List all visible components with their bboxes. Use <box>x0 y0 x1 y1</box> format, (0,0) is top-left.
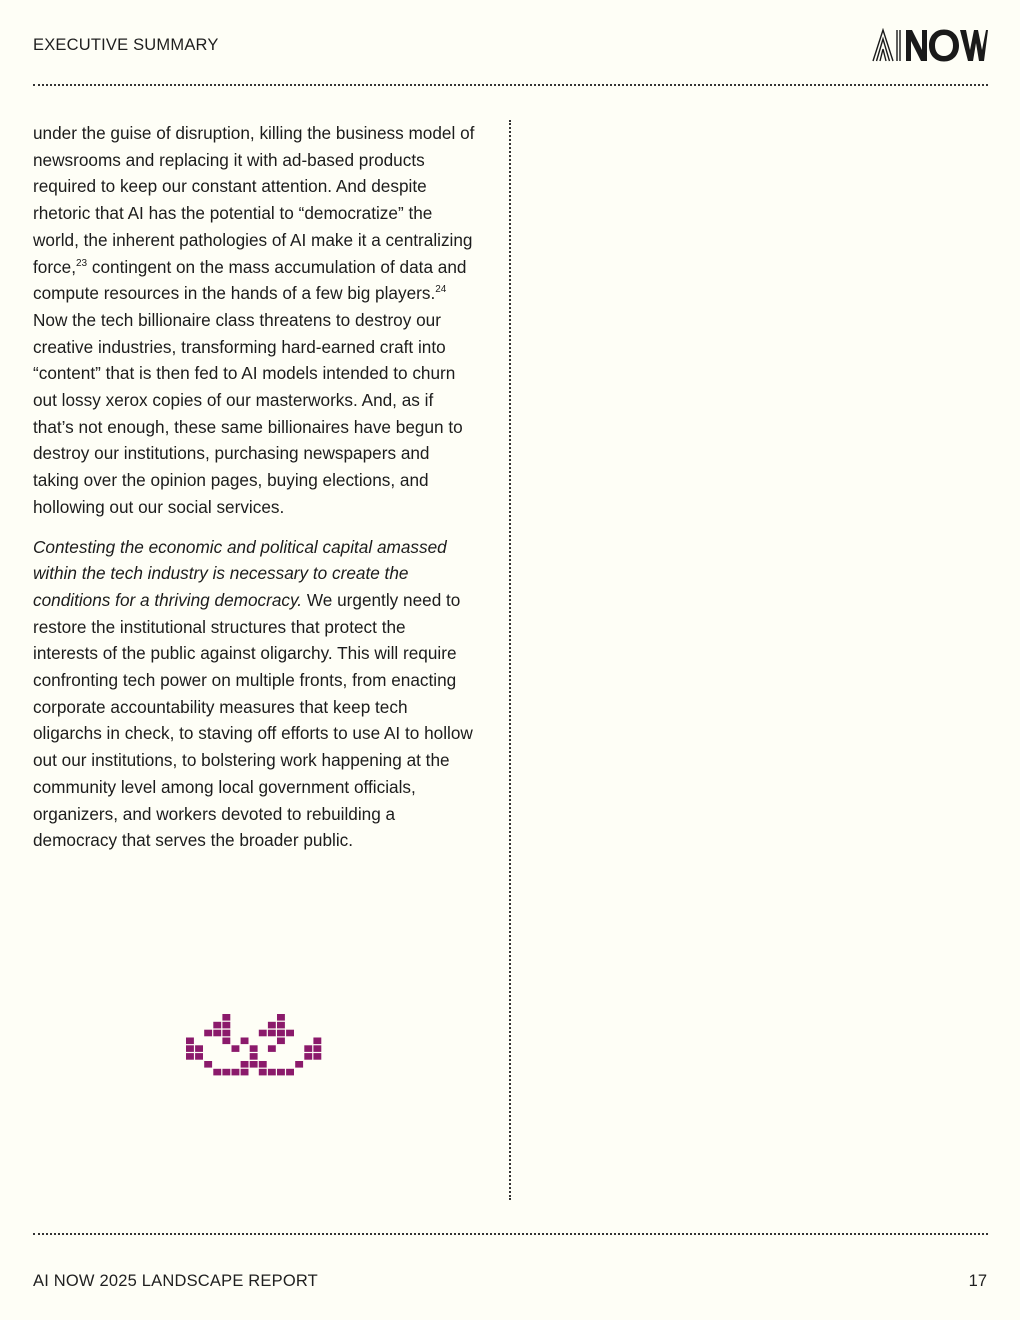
footer-divider <box>33 1233 988 1235</box>
paragraph-1-text-a: under the guise of disruption, killing the business model of newsrooms and replacing it with ad-based products required to keep our constant attention. And despite rhetoric that AI has the potential to “democratize” the world, the inherent pathologies of AI make it a centralizing force, <box>33 123 475 277</box>
pixel-cell <box>195 1045 203 1052</box>
pixel-cell <box>268 1045 276 1052</box>
paragraph-2 <box>33 534 475 854</box>
pixel-art-crown-icon <box>186 1014 323 1078</box>
paragraph-1 <box>33 120 475 521</box>
pixel-cell <box>277 1038 285 1045</box>
paragraph-2-text: We urgently need to restore the institutional structures that protect the interests of the public against oligarchy. This will require confronting tech power on multiple fronts, from enacting corporate accountability measures that keep tech oligarchs in check, to staving off efforts to use AI to hollow out our institutions, to bolstering work happening at the community level among local government officials, organizers, and workers devoted to rebuilding a democracy that serves the broader public. <box>33 589 473 851</box>
pixel-cell <box>268 1069 276 1076</box>
header-section-label: EXECUTIVE SUMMARY <box>33 36 219 54</box>
footnote-ref-23[interactable]: 23 <box>76 257 88 269</box>
pixel-cell <box>186 1053 194 1060</box>
pixel-cell <box>204 1030 212 1037</box>
paragraph-1-text-b: contingent on the mass accumulation of data and compute resources in the hands of a few big players. <box>33 256 467 304</box>
pixel-cell <box>222 1069 230 1076</box>
pixel-cell <box>295 1061 303 1068</box>
header-divider <box>33 84 988 86</box>
pixel-cell <box>304 1045 312 1052</box>
pixel-cell <box>241 1038 249 1045</box>
page-number: 17 <box>968 1272 987 1290</box>
footnote-ref-24[interactable]: 24 <box>435 284 447 296</box>
pixel-cell <box>277 1030 285 1037</box>
pixel-cell <box>250 1053 258 1060</box>
pixel-cell <box>277 1069 285 1076</box>
pixel-cell <box>313 1053 321 1060</box>
pixel-cell <box>222 1030 230 1037</box>
pixel-cell <box>195 1053 203 1060</box>
pixel-cell <box>304 1053 312 1060</box>
pixel-cell <box>268 1030 276 1037</box>
pixel-cell <box>286 1069 294 1076</box>
footer-report-title: AI NOW 2025 LANDSCAPE REPORT <box>33 1272 318 1290</box>
pixel-cell <box>222 1022 230 1029</box>
pixel-cell <box>213 1022 221 1029</box>
pixel-cell <box>259 1030 267 1037</box>
pixel-cell <box>313 1038 321 1045</box>
pixel-cell <box>222 1014 230 1021</box>
pixel-cell <box>186 1045 194 1052</box>
pixel-cell <box>277 1022 285 1029</box>
pixel-cell <box>313 1045 321 1052</box>
pixel-cell <box>286 1030 294 1037</box>
pixel-cell <box>277 1014 285 1021</box>
pixel-cell <box>268 1022 276 1029</box>
pixel-cell <box>250 1045 258 1052</box>
column-divider <box>509 120 511 1200</box>
body-text-column <box>33 120 475 867</box>
pixel-cell <box>232 1045 240 1052</box>
paragraph-1-text-c: Now the tech billionaire class threatens to destroy our creative industries, transforming hard-earned craft into “content” that is then fed to AI models intended to churn out lossy xerox copies of our masterworks. And, as if that’s not enough, these same billionaires have begun to destroy our institutions, purchasing newspapers and taking over the opinion pages, buying elections, and hollowing out our social services. <box>33 309 463 517</box>
pixel-cell <box>222 1038 230 1045</box>
pixel-cell <box>232 1069 240 1076</box>
pixel-cell <box>250 1061 258 1068</box>
paragraph-2-emphasis: Contesting the economic and political capital amassed within the tech industry is necessary to create the conditions for a thriving democracy. <box>33 536 447 610</box>
pixel-cell <box>186 1038 194 1045</box>
pixel-cell <box>213 1030 221 1037</box>
pixel-cell <box>241 1069 249 1076</box>
ai-now-logo <box>872 28 988 62</box>
pixel-cell <box>259 1069 267 1076</box>
pixel-cell <box>204 1061 212 1068</box>
pixel-cell <box>259 1061 267 1068</box>
pixel-cell <box>241 1061 249 1068</box>
pixel-cell <box>213 1069 221 1076</box>
